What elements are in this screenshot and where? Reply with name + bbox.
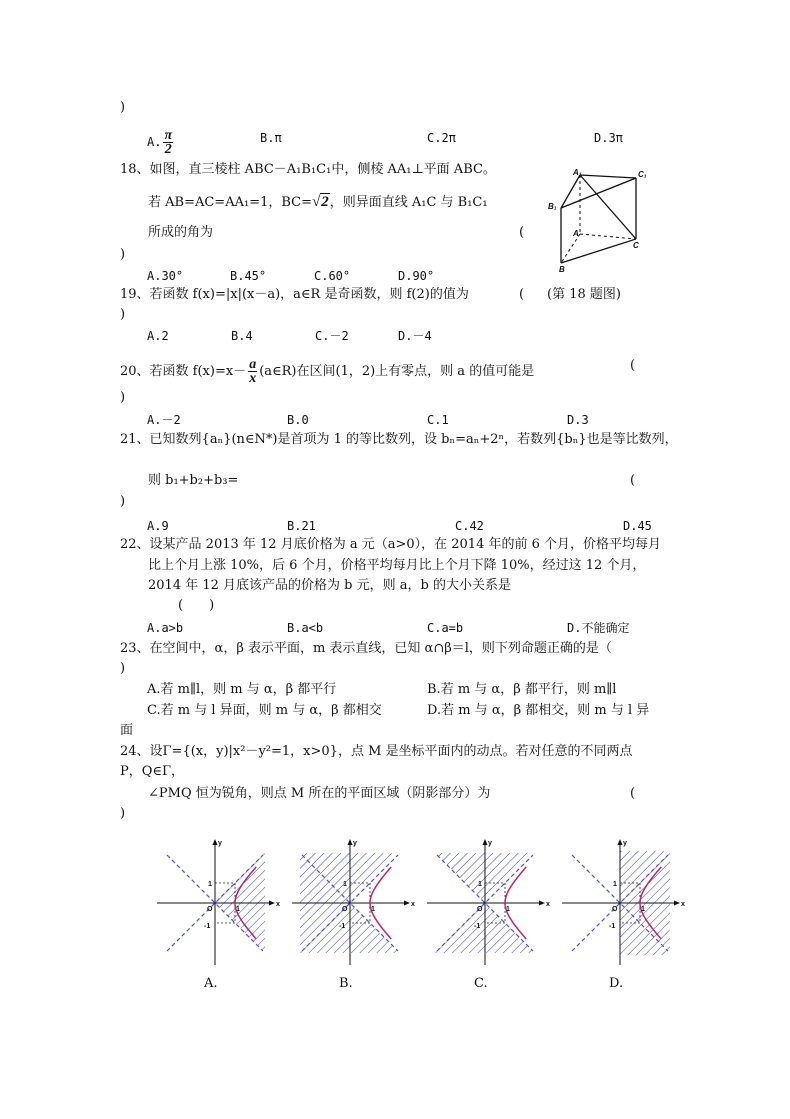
q18-stem-line2: 若 AB=AC=AA₁=1，BC=√2，则异面直线 A₁C 与 B₁C₁: [148, 194, 488, 210]
q22-option-b: B.a<b: [287, 621, 324, 635]
q20-option-d: D.3: [567, 413, 589, 427]
x-axis-label: x: [411, 901, 415, 908]
q18-option-b: B.45°: [230, 269, 267, 283]
q19-option-d: D.－4: [398, 329, 432, 343]
tick-label-1: 1: [478, 881, 482, 888]
tick-label-neg1: -1: [204, 923, 211, 930]
graph-option-c: [420, 833, 550, 968]
graph-option-d: [555, 833, 685, 968]
q24-stem-line3: ∠PMQ 恒为锐角，则点 M 所在的平面区域（阴影部分）为: [148, 786, 491, 801]
q22-stem-line3: 2014 年 12 月底该产品的价格为 b 元，则 a，b 的大小关系是: [148, 578, 511, 593]
q21-option-c: C.42: [455, 519, 484, 533]
label-b1: B₁: [548, 202, 557, 211]
q17-option-a: A. $\frac{\pi}{2}$: [147, 128, 173, 157]
q21-option-d: D.45: [623, 519, 652, 533]
q21-option-b: B.21: [287, 519, 316, 533]
q19-option-c: C.－2: [315, 329, 349, 343]
q21-option-a: A.9: [147, 519, 169, 533]
y-axis-label: y: [218, 840, 222, 847]
q20-stem: 20、若函数 f(x)=x－ $\frac{a}{x}$ (a∈R)在区间(1，2)上有零点，则 a 的值可能是: [120, 357, 535, 386]
origin-label: O: [612, 906, 618, 913]
q20-tail: ): [120, 390, 126, 405]
graph-option-b: [285, 833, 415, 968]
q22-option-d: D.不能确定: [567, 621, 630, 635]
q24-option-d-label: D.: [609, 976, 624, 991]
q18-option-a: A.30°: [147, 269, 184, 283]
q19-stem: 19、若函数 f(x)=|x|(x－a)，a∈R 是奇函数，则 f(2)的值为: [120, 287, 469, 302]
q22-stem-line1: 22、设某产品 2013 年 12 月底价格为 a 元（a>0），在 2014 年的前 6 个月，价格平均每月: [120, 537, 662, 552]
q22-stem-line2: 比上个月上涨 10%，后 6 个月，价格平均每月比上个月下降 10%，经过这 12 个月，: [148, 558, 646, 573]
q24-option-b-label: B.: [339, 976, 353, 991]
q22-paren: ( ): [178, 598, 215, 613]
y-arrow-icon: [618, 839, 623, 845]
q21-paren: (: [630, 473, 636, 488]
x-axis-label: x: [546, 901, 550, 908]
y-axis-label: y: [623, 840, 627, 847]
q18-option-d: D.90°: [398, 269, 435, 283]
tick-label-1: 1: [208, 881, 212, 888]
q23-stem: 23、在空间中，α，β 表示平面，m 表示直线，已知 α∩β＝l，则下列命题正确的是（: [120, 641, 612, 656]
q18-option-c: C.60°: [314, 269, 351, 283]
x-axis-label: x: [276, 901, 280, 908]
q18-stem-line3: 所成的角为: [148, 225, 214, 240]
tick-label-x1: 1: [236, 906, 240, 913]
q22-option-a: A.a>b: [147, 621, 184, 635]
q17-option-d: D.3π: [594, 131, 623, 145]
x-arrow-icon: [539, 901, 545, 906]
x-arrow-icon: [269, 901, 275, 906]
label-b: B: [559, 265, 565, 274]
label-a1: A₁: [573, 168, 582, 177]
q17-option-c: C.2π: [427, 131, 456, 145]
q23-option-b: B.若 m 与 α，β 都平行，则 m∥l: [427, 682, 617, 697]
q23-option-a: A.若 m∥l，则 m 与 α，β 都平行: [147, 682, 337, 697]
tick-label-x1: 1: [506, 906, 510, 913]
tick-label-neg1: -1: [474, 923, 481, 930]
label-c1: C₁: [638, 170, 647, 179]
origin-label: O: [207, 906, 213, 913]
x-axis-label: x: [681, 901, 685, 908]
y-axis-label: y: [488, 840, 492, 847]
y-arrow-icon: [483, 839, 488, 845]
q20-paren: (: [630, 358, 636, 373]
q23-option-d-tail: 面: [120, 723, 134, 738]
prism-figure: [540, 165, 660, 277]
q21-stem-line1: 21、已知数列{aₙ}(n∈N*)是首项为 1 的等比数列，设 bₙ=aₙ+2ⁿ，若数列{bₙ}也是等比数列，: [120, 432, 678, 447]
q18-caption: (第 18 题图): [547, 287, 621, 302]
tick-label-x1: 1: [641, 906, 645, 913]
y-arrow-icon: [213, 839, 218, 845]
y-axis-label: y: [353, 840, 357, 847]
q24-paren: (: [630, 786, 636, 801]
q23-option-d: D.若 m 与 α，β 都相交，则 m 与 l 异: [427, 703, 650, 718]
q19-option-a: A.2: [147, 329, 169, 343]
label-a: A: [573, 229, 579, 238]
origin-label: O: [342, 906, 348, 913]
x-arrow-icon: [674, 901, 680, 906]
graph-option-a: [150, 833, 280, 968]
q24-stem-line2: P，Q∈Γ，: [120, 764, 185, 779]
tick-label-1: 1: [343, 881, 347, 888]
q23-option-c: C.若 m 与 l 异面，则 m 与 α，β 都相交: [147, 703, 382, 718]
q19-option-b: B.4: [231, 329, 253, 343]
q22-option-c: C.a=b: [427, 621, 464, 635]
origin-label: O: [477, 906, 483, 913]
q19-paren: (: [519, 287, 525, 302]
tick-label-1: 1: [613, 881, 617, 888]
y-arrow-icon: [348, 839, 353, 845]
q24-tail: ): [120, 806, 126, 821]
q20-option-c: C.1: [427, 413, 449, 427]
tick-label-x1: 1: [371, 906, 375, 913]
label-c: C: [633, 241, 639, 250]
q21-tail: ): [120, 494, 126, 509]
q17-option-b: B.π: [260, 131, 282, 145]
q24-option-c-label: C.: [474, 976, 488, 991]
q20-option-a: A.－2: [147, 413, 181, 427]
tick-label-neg1: -1: [339, 923, 346, 930]
q18-stem-line1: 18、如图，直三棱柱 ABC－A₁B₁C₁中，侧棱 AA₁⊥平面 ABC。: [120, 162, 496, 177]
q24-stem-line1: 24、设Γ={(x，y)|x²－y²=1，x>0}，点 M 是坐标平面内的动点。若对任意的不同两点: [120, 744, 633, 759]
q17-tail: ): [120, 100, 126, 115]
q23-tail: ): [120, 661, 126, 676]
q24-option-a-label: A.: [204, 976, 218, 991]
x-arrow-icon: [404, 901, 410, 906]
q18-tail: ): [120, 247, 126, 262]
tick-label-neg1: -1: [609, 923, 616, 930]
q19-tail: ): [120, 307, 126, 322]
q20-option-b: B.0: [287, 413, 309, 427]
q21-stem-line2: 则 b₁+b₂+b₃=: [148, 473, 239, 488]
q18-paren: (: [519, 225, 525, 240]
